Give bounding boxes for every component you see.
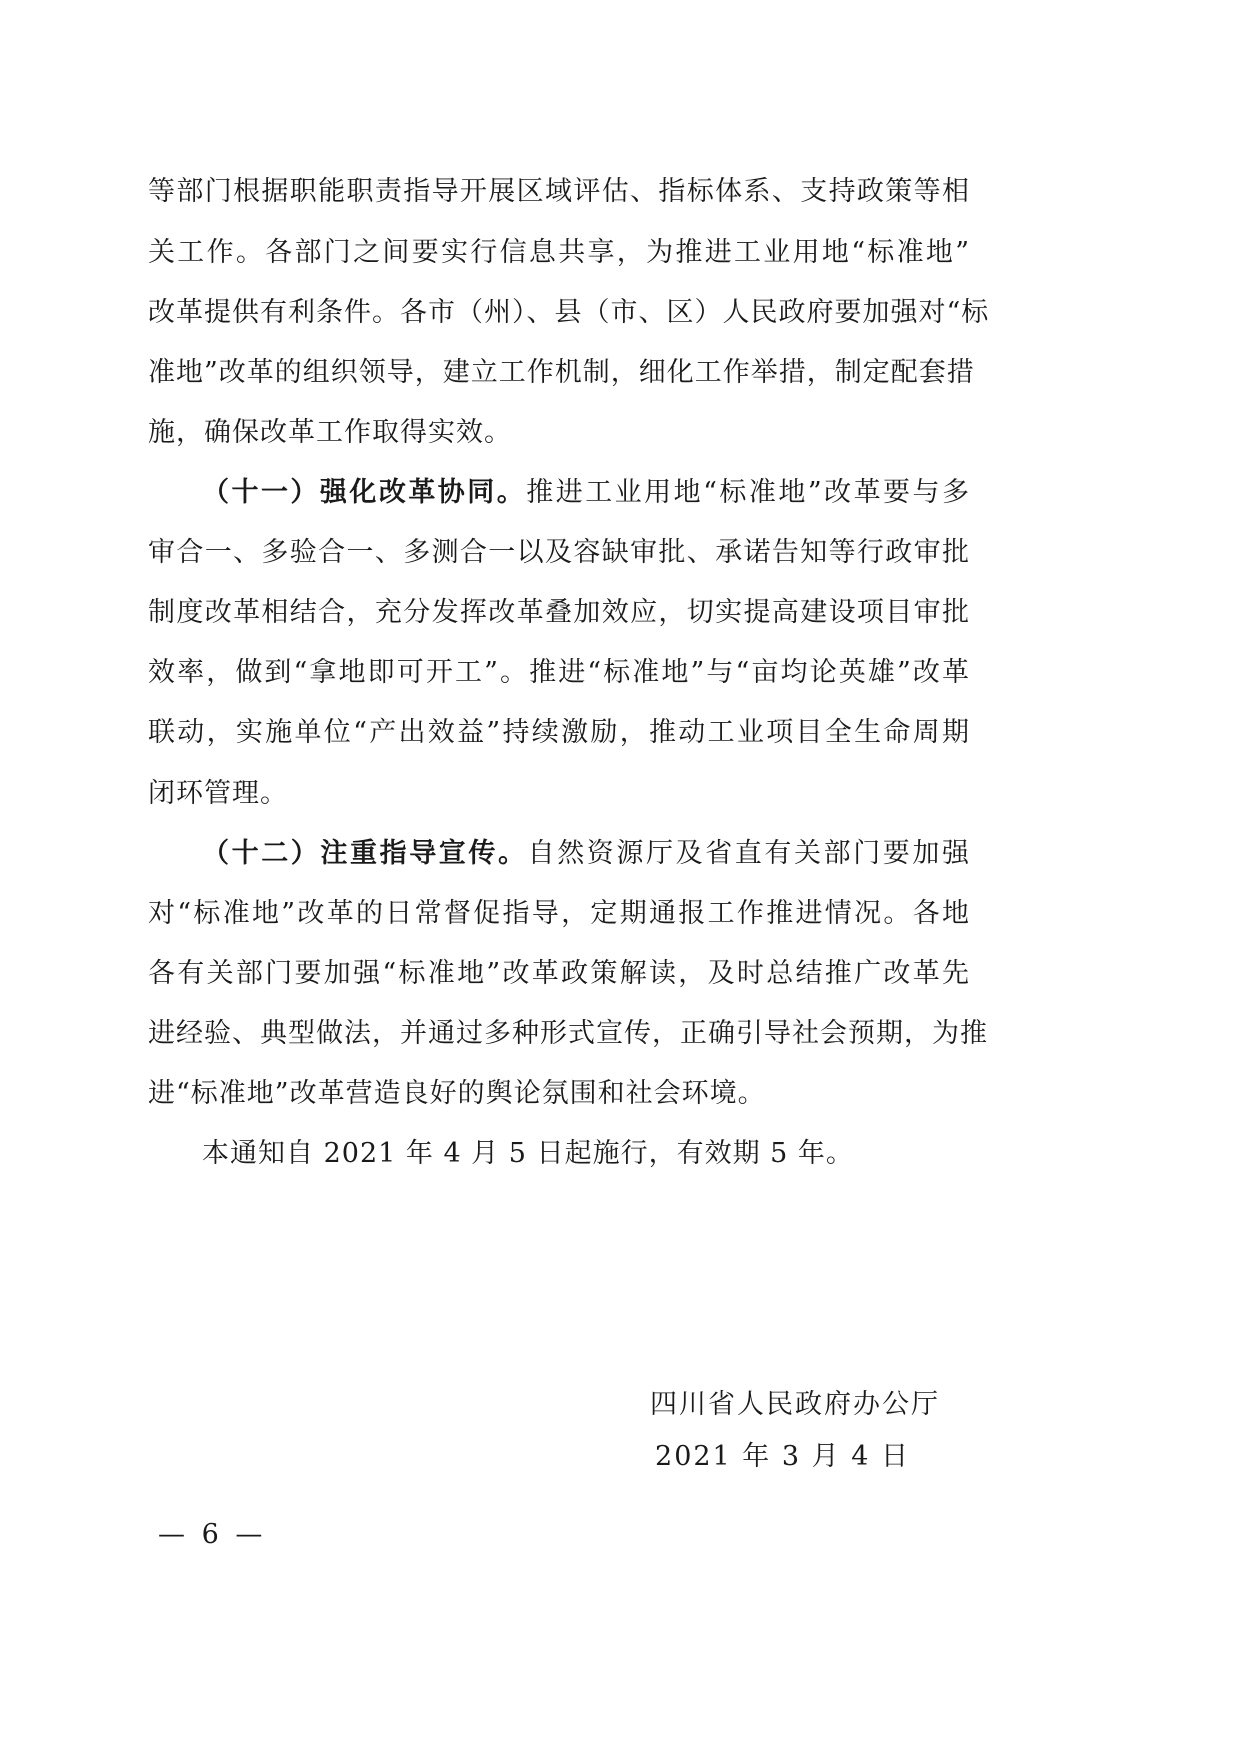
text-line: 审合一、多验合一、多测合一以及容缺审批、承诺告知等行政审批 (148, 537, 970, 568)
text-line: 对“标准地”改革的日常督促指导，定期通报工作推进情况。各地 (148, 898, 970, 929)
text-line: 效率，做到“拿地即可开工”。推进“标准地”与“亩均论英雄”改革 (148, 657, 970, 688)
text-line: 关工作。各部门之间要实行信息共享，为推进工业用地“标准地” (148, 237, 970, 268)
issue-date: 2021 年 3 月 4 日 (655, 1441, 910, 1472)
text-line: 进“标准地”改革营造良好的舆论氛围和社会环境。 (148, 1078, 766, 1109)
section-first-line (202, 837, 970, 871)
text-line: 等部门根据职能职责指导开展区域评估、指标体系、支持政策等相 (148, 176, 970, 207)
page-number: — 6 — (158, 1519, 267, 1550)
section-heading: （十一）强化改革协同。 (202, 477, 527, 508)
issuer-name: 四川省人民政府办公厅 (650, 1389, 940, 1420)
text-line: 进经验、典型做法，并通过多种形式宣传，正确引导社会预期，为推 (148, 1018, 988, 1049)
text-line: 施，确保改革工作取得实效。 (148, 417, 512, 448)
text-line: 改革提供有利条件。各市（州）、县（市、区）人民政府要加强对“标 (148, 297, 990, 328)
text-line: 各有关部门要加强“标准地”改革政策解读，及时总结推广改革先 (148, 958, 970, 989)
text-line: 制度改革相结合，充分发挥改革叠加效应，切实提高建设项目审批 (148, 597, 970, 628)
text-line: 联动，实施单位“产出效益”持续激励，推动工业项目全生命周期 (148, 717, 970, 748)
section-heading: （十二）注重指导宣传。 (202, 838, 528, 869)
effective-date-notice: 本通知自 2021 年 4 月 5 日起施行，有效期 5 年。 (202, 1138, 854, 1169)
section-text: 推进工业用地“标准地”改革要与多 (526, 477, 971, 508)
text-line: 闭环管理。 (148, 778, 288, 809)
text-line: 准地”改革的组织领导，建立工作机制，细化工作举措，制定配套措 (148, 357, 975, 388)
section-first-line (202, 476, 970, 510)
section-text: 自然资源厅及省直有关部门要加强 (527, 838, 971, 869)
